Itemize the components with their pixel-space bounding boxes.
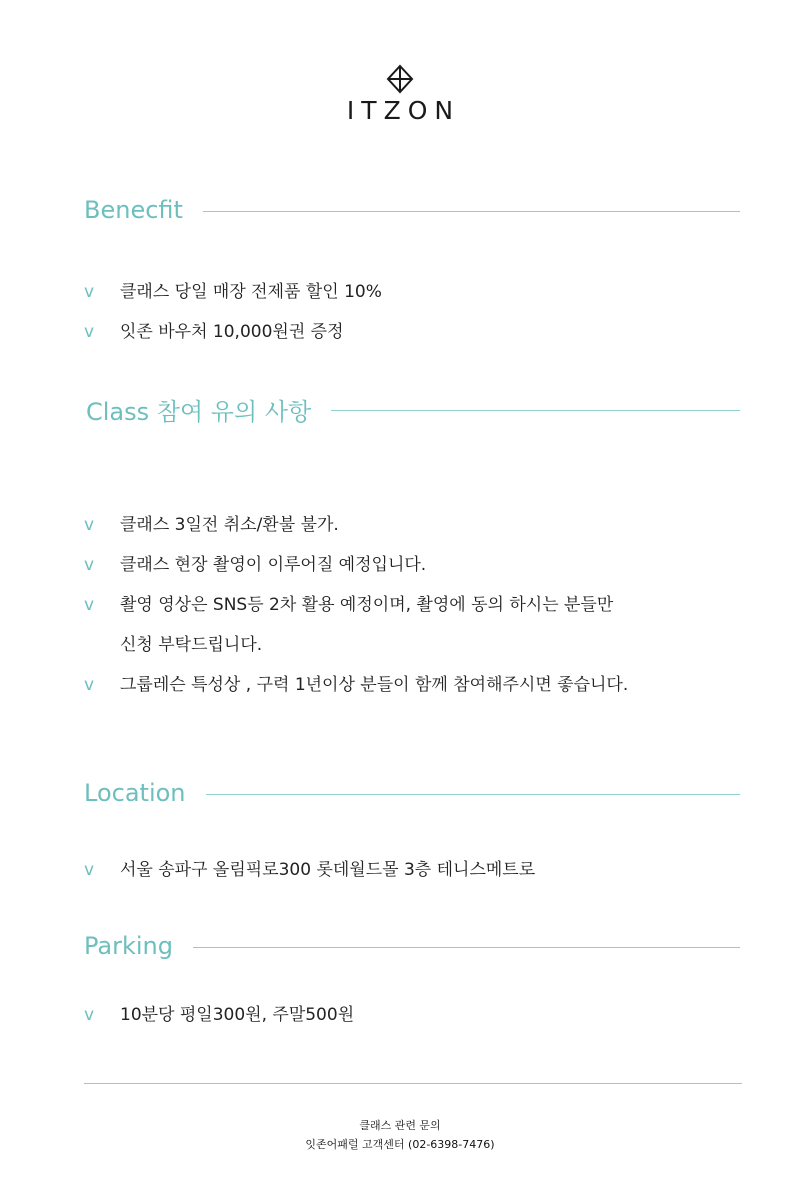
brand-logo [0,64,800,125]
list-item-text: 클래스 현장 촬영이 이루어질 예정입니다. [120,555,427,575]
parking-section-header [84,932,740,960]
footer-inquiry-label: 클래스 관련 문의 [359,1119,441,1132]
list-item-continuation: 신청 부탁드립니다. [120,635,263,655]
check-icon: v [84,595,95,615]
list-item [84,995,354,1035]
check-icon: v [84,675,95,695]
location-section-header [84,779,740,807]
list-item-text: 그룹레슨 특성상 , 구력 1년이상 분들이 함께 참여해주시면 좋습니다. [120,675,629,695]
list-item [84,585,613,625]
divider [206,794,740,795]
brand-name: ITZON [346,96,461,125]
list-item-text: 클래스 3일전 취소/환불 불가. [120,515,339,535]
benefit-section-header [84,196,740,224]
footer-contact: 잇존어패럴 고객센터 (02-6398-7476) [305,1138,495,1151]
diamond-logo-icon [385,64,415,94]
divider [203,211,740,212]
check-icon: v [84,322,95,342]
check-icon: v [84,282,95,302]
list-item-text: 서울 송파구 올림픽로300 롯데월드몰 3층 테니스메트로 [120,860,536,880]
class-notice-title: Class 참여 유의 사항 [86,398,312,426]
footer-divider [84,1083,742,1084]
location-title: Location [84,779,186,807]
list-item-text: 클래스 당일 매장 전제품 할인 10% [120,282,382,302]
check-icon: v [84,860,95,880]
check-icon: v [84,515,95,535]
list-item-text: 촬영 영상은 SNS등 2차 활용 예정이며, 촬영에 동의 하시는 분들만 [120,595,614,615]
list-item [84,850,535,890]
list-item [84,312,344,352]
class-notice-section-header [84,392,740,427]
list-item [84,272,382,312]
list-item [84,665,628,705]
divider [193,947,740,948]
check-icon: v [84,1005,95,1025]
list-item [84,505,339,545]
list-item-text: 10분당 평일300원, 주말500원 [120,1005,355,1025]
divider [331,410,740,411]
benefit-title: Benecfit [84,196,183,224]
list-item [84,545,426,585]
list-item-text: 잇존 바우처 10,000원권 증정 [120,322,344,342]
check-icon: v [84,555,95,575]
parking-title: Parking [84,932,173,960]
